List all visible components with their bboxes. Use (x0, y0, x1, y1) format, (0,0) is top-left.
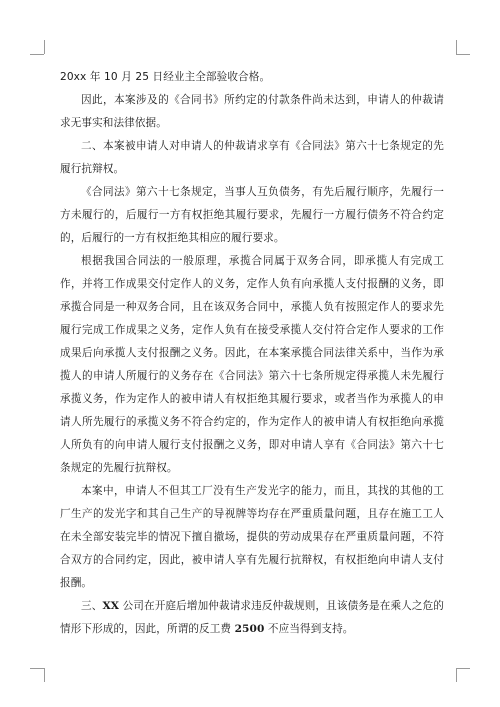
final-company: XX (102, 600, 120, 612)
document-body (60, 66, 444, 641)
final-middle: 公司在开庭后增加仲裁请求违反仲裁规则，且该债务是在乘人之危的情形下形成的，因此，所谓的反工费 (60, 600, 444, 635)
final-prefix: 三、 (81, 600, 103, 612)
paragraph-6: 本案中，申请人不但其工厂没有生产发光字的能力，而且，其找的其他的工厂生产的发光字和其自己生产的导视牌等均存在严重质量问题，且存在施工工人在未全部安装完毕的情况下擅自撤场，提供的劳动成果存在严重质量问题，不符合双方的合同约定，因此，被申请人享有先履行抗辩权，有权拒绝向申请人支付报酬。 (60, 485, 444, 589)
final-suffix: 不应当得到支持。 (264, 623, 354, 635)
final-amount: 2500 (234, 623, 265, 635)
paragraph-3-heading: 二、本案被申请人对申请人的仲裁请求享有《合同法》第六十七条规定的先履行抗辩权。 (60, 140, 444, 175)
paragraph-1: 20xx 年 10 月 25 日经业主全部验收合格。 (60, 71, 271, 83)
paragraph-5: 根据我国合同法的一般原理，承揽合同属于双务合同，即承揽人有完成工作，并将工作成果交付定作人的义务，定作人负有向承揽人支付报酬的义务，即承揽合同是一种双务合同，且在该双务合同中，承揽人负有按照定作人的要求先履行完成工作成果之义务，定作人负有在接受承揽人交付符合定作人要求的工作成果后向承揽人支付报酬之义务。因此，在本案承揽合同法律关系中，当作为承揽人的申请人所履行的义务存在《合同法》第六十七条所规定得承揽人未先履行承揽义务，作为定作人的被申请人有权拒绝其履行要求，或者当作为承揽人的申请人所先履行的承揽义务不符合约定的，作为定作人的被申请人有权拒绝向承揽人所负有的向申请人履行支付报酬之义务，即对申请人享有《合同法》第六十七条规定的先履行抗辩权。 (60, 255, 444, 474)
paragraph-7-heading (60, 595, 444, 641)
paragraph-4: 《合同法》第六十七条规定，当事人互负债务，有先后履行顺序，先履行一方未履行的，后履行一方有权拒绝其履行要求，先履行一方履行债务不符合约定的，后履行的一方有权拒绝其相应的履行要求。 (60, 186, 444, 244)
paragraph-2: 因此，本案涉及的《合同书》所约定的付款条件尚未达到，申请人的仲裁请求无事实和法律依据。 (60, 94, 444, 129)
